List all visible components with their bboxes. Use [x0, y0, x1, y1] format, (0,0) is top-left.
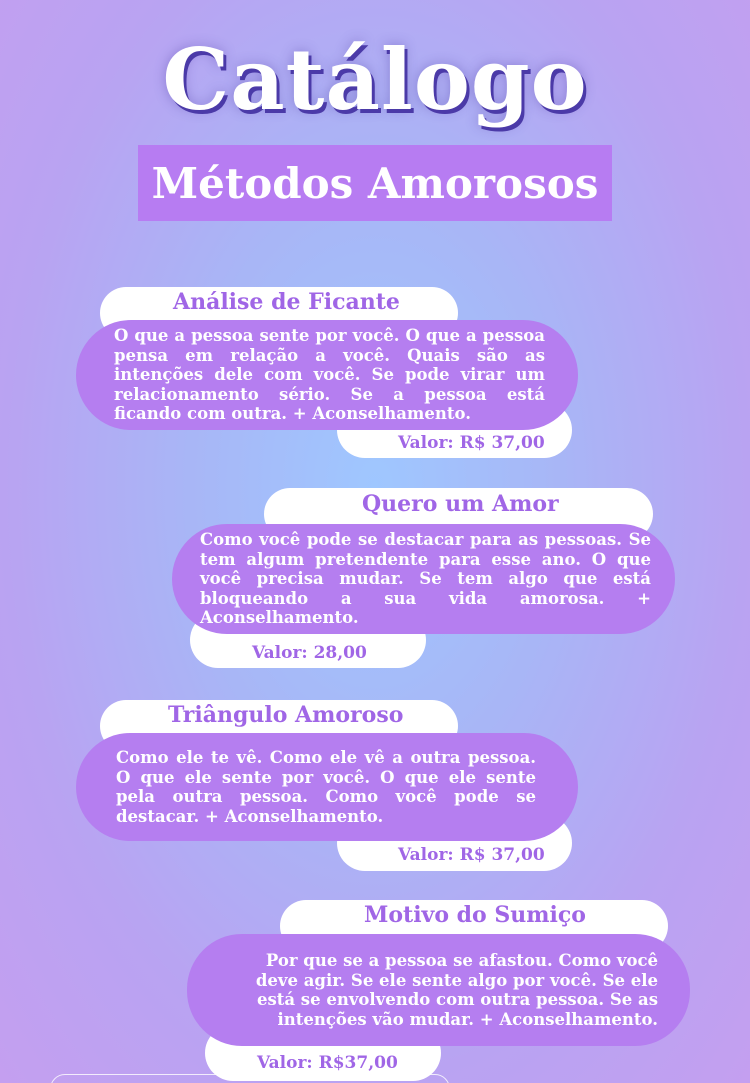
card-price: Valor: 28,00	[252, 643, 367, 663]
card-title: Quero um Amor	[362, 491, 559, 517]
card-description-pill	[187, 934, 690, 1046]
card-description: Como você pode se destacar para as pessoas. Se tem algum pretendente para esse ano. O que você precisa mudar. Se tem algo que está bloqueando a sua vida amorosa. + Aconselhamento.	[200, 530, 651, 628]
card-title: Análise de Ficante	[173, 289, 400, 315]
subtitle-banner	[138, 145, 612, 221]
catalog-subtitle: Métodos Amorosos	[151, 158, 599, 208]
card-price: Valor: R$ 37,00	[398, 845, 545, 865]
catalog-title: Catálogo	[162, 30, 588, 129]
card-price: Valor: R$37,00	[257, 1053, 398, 1073]
card-title: Triângulo Amoroso	[168, 702, 404, 728]
card-description: Como ele te vê. Como ele vê a outra pessoa. O que ele sente por você. O que ele sente pela outra pessoa. Como você pode se destacar. + Aconselhamento.	[116, 748, 536, 826]
card-description-pill	[76, 733, 578, 841]
card-price: Valor: R$ 37,00	[398, 433, 545, 453]
card-description-pill	[76, 320, 578, 430]
card-description: Por que se a pessoa se afastou. Como você deve agir. Se ele sente algo por você. Se ele está se envolvendo com outra pessoa. Se as intenções vão mudar. + Aconselhamento.	[255, 951, 658, 1029]
card-description-pill	[172, 524, 675, 634]
next-card-outline	[50, 1074, 450, 1083]
card-description: O que a pessoa sente por você. O que a pessoa pensa em relação a você. Quais são as intenções dele com você. Se pode virar um relacionamento sério. Se a pessoa está ficando com outra. + Aconselhamento.	[114, 326, 545, 424]
card-title: Motivo do Sumiço	[364, 902, 586, 928]
